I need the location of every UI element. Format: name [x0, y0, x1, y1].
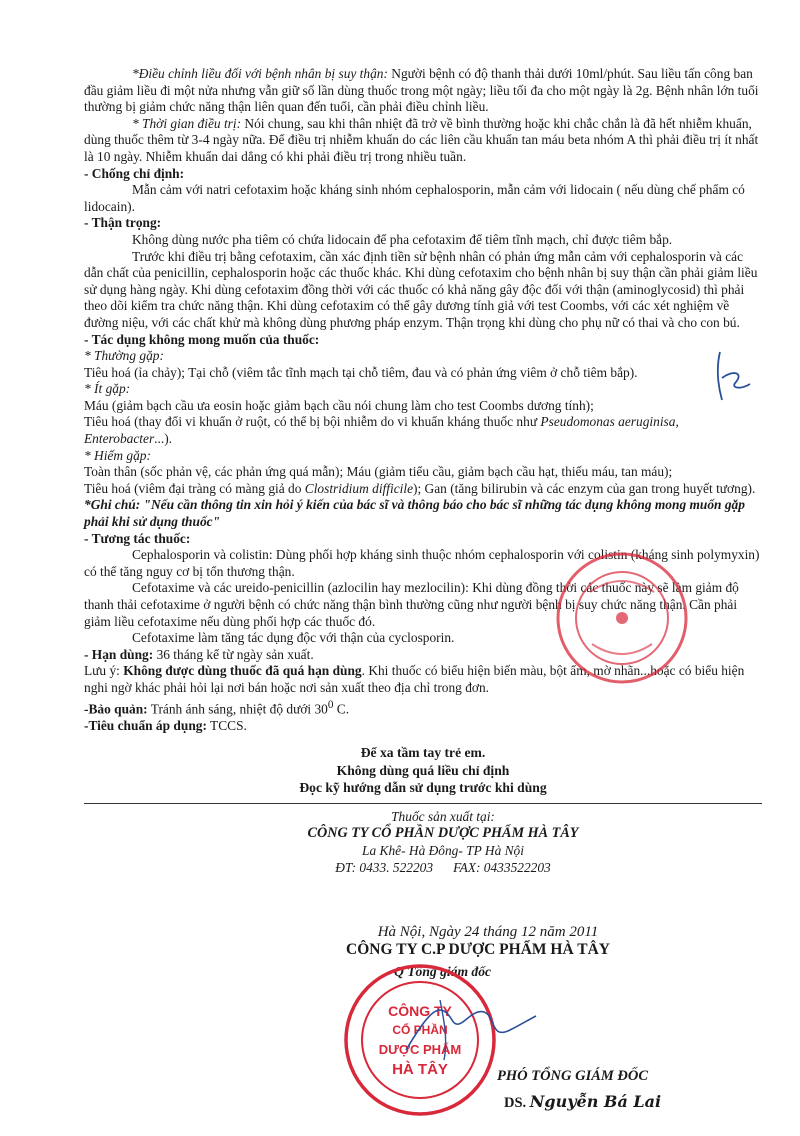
- adverse-rare-2b: Clostridium difficile: [304, 480, 414, 496]
- adverse-uncommon-text-1: Máu (giảm bạch cầu ưa eosin hoặc giảm bạch cầu nói chung làm cho test Coombs dương tính);: [84, 397, 594, 413]
- manufacturer-block: [84, 808, 762, 876]
- divider: [84, 803, 762, 804]
- adverse-uncommon-2b: Pseudomonas aeruginisa, Enterobacter: [84, 414, 679, 447]
- signature-name-line: [504, 1092, 661, 1112]
- renal-adjust-text: Người bệnh có độ thanh thải dưới 10ml/phút. Sau liều tấn công ban đầu giảm liều đi một nửa nhưng vẫn giữ số lần dùng thuốc trong một ngày; liều tối đa cho một ngày là 2g. Bệnh nhân lớn tuổi thường bị giảm chức năng thận liên quan đến tuổi, cần phải điều chỉnh liều.: [84, 66, 759, 115]
- warning-line-1: Để xa tầm tay trẻ em.: [360, 745, 486, 761]
- storage-degree: 0: [327, 698, 334, 711]
- seal-line-1: CÔNG TY: [388, 1003, 452, 1019]
- standard-label: -Tiêu chuẩn áp dụng:: [84, 717, 207, 733]
- adverse-uncommon-text-2: [84, 414, 762, 447]
- signature-date: Hà Nội, Ngày 24 tháng 12 năm 2011: [377, 924, 599, 940]
- signature-company: CÔNG TY C.P DƯỢC PHẨM HÀ TÂY: [346, 941, 610, 958]
- adverse-rare-label: * Hiếm gặp:: [84, 447, 151, 463]
- note2-text: . Khi thuốc có biểu hiện biến màu, bột ẩm, mờ nhãn...hoặc có biểu hiện nghi ngờ khác phải hỏi lại nơi bán hoặc nơi sản xuất theo địa chỉ trong đơn.: [84, 663, 745, 695]
- adverse-rare-2c: ); Gan (tăng bilirubin và các enzym của gan trong huyết tương).: [413, 480, 756, 496]
- handwritten-initial-mark: [706, 348, 756, 404]
- warning-line-2: Không dùng quá liều chỉ định: [336, 762, 510, 778]
- storage-label: -Bảo quản:: [84, 701, 148, 717]
- seal-line-4: HÀ TÂY: [392, 1061, 448, 1078]
- adverse-common-label: * Thường gặp:: [84, 348, 164, 364]
- interactions-p3: Cefotaxime làm tăng tác dụng độc với thận của cyclosporin.: [132, 630, 455, 646]
- manufacturer-address: La Khê- Hà Đông- TP Hà Nội: [362, 842, 524, 858]
- adverse-rare-text-1: Toàn thân (sốc phản vệ, các phản ứng quá mẫn); Máu (giảm tiểu cầu, giảm bạch cầu hạt, thiếu máu, tan máu);: [84, 464, 673, 480]
- expiry-label: - Hạn dùng:: [84, 646, 154, 662]
- adverse-common-text: Tiêu hoá (ỉa chảy); Tại chỗ (viêm tắc tĩnh mạch tại chỗ tiêm, đau và có phản ứng viêm ở chỗ tiêm bắp).: [84, 364, 638, 380]
- adverse-uncommon-2a: Tiêu hoá (thay đổi vi khuẩn ở ruột, có thể bị bội nhiễm do vi khuẩn kháng thuốc như: [84, 414, 541, 430]
- adverse-rare-text-2: [84, 481, 762, 498]
- standard-line: [84, 718, 762, 735]
- duration-text: Nói chung, sau khi thân nhiệt đã trở về bình thường hoặc khi chắc chắn là đã hết nhiễm khuẩn, dùng thuốc thêm từ 3-4 ngày nữa. Để điều trị nhiễm khuẩn do các liên cầu khuẩn tan máu beta nhóm A thì phải điều trị ít nhất là 10 ngày. Nhiễm khuẩn dai dẳng có khi phải điều trị trong nhiều tuần.: [84, 115, 759, 164]
- adverse-heading: - Tác dụng không mong muốn của thuốc:: [84, 331, 320, 347]
- adverse-uncommon-2c: ...).: [154, 431, 173, 447]
- caution-p2: Trước khi điều trị bằng cefotaxim, cần xác định tiền sử bệnh nhân có phản ứng mẫn cảm với cephalosporin và các dẫn chất của penicillin, cephalosporin hoặc các thuốc khác. Khi dùng cefotaxim cho bệnh nhân bị suy thận cần phải giảm liều sử dụng hàng ngày. Khi dùng cefotaxim đồng thời với các thuốc có khả năng gây độc đối với thận (aminoglycosid) thì phải theo dõi kiểm tra chức năng thận. Khi dùng cefotaxim có thể gây dương tính giả với test Coombs, với các xét nghiệm về đường niệu, với các chất khử mà không dùng phương pháp enzym. Thận trọng khi dùng cho phụ nữ có thai và cho con bú.: [84, 248, 758, 330]
- manufacturer-phone: ĐT: 0433. 522203: [335, 859, 434, 875]
- contra-text: Mẫn cảm với natri cefotaxim hoặc kháng sinh nhóm cephalosporin, mẫn cảm với lidocain ( nếu dùng chế phẩm có lidocain).: [84, 182, 745, 214]
- seal-line-3: DƯỢC PHẨM: [378, 1042, 462, 1057]
- storage-text: Tránh ánh sáng, nhiệt độ dưới 30: [147, 701, 328, 717]
- warning-line-3: Đọc kỹ hướng dẫn sử dụng trước khi dùng: [299, 780, 547, 796]
- signature-title: PHÓ TỔNG GIÁM ĐỐC: [497, 1068, 649, 1084]
- document-body: [84, 66, 762, 876]
- made-at-label: Thuốc sản xuất tại:: [391, 808, 495, 824]
- standard-text: TCCS.: [206, 717, 247, 733]
- signature-director: Q Tổng giám đốc: [394, 964, 492, 979]
- storage-unit: C.: [333, 701, 350, 717]
- duration-label: * Thời gian điều trị:: [132, 115, 242, 131]
- signature-name: Nguyễn Bá Lai: [529, 1092, 662, 1111]
- note2-bold: Không được dùng thuốc đã quá hạn dùng: [123, 663, 362, 679]
- duration-paragraph: [84, 116, 762, 166]
- manufacturer-fax: FAX: 0433522203: [453, 859, 551, 875]
- interactions-heading: - Tương tác thuốc:: [84, 530, 191, 546]
- contra-heading: - Chống chỉ định:: [84, 165, 185, 181]
- expiry-text: 36 tháng kể từ ngày sản xuất.: [153, 646, 314, 662]
- round-stamp-upper: [552, 548, 692, 688]
- caution-p1: Không dùng nước pha tiêm có chứa lidocain để pha cefotaxim để tiêm tĩnh mạch, chỉ được tiêm bắp.: [132, 231, 673, 247]
- note2-label: Lưu ý:: [84, 663, 124, 679]
- interactions-p2: Cefotaxime và các ureido-penicillin (azlocilin hay mezlocilin): Khi dùng đồng thời các thuốc này sẽ làm giảm độ thanh thải cefotaxime ở người bệnh có chức năng thận bình thường cũng như người bệnh bị suy chức năng thận. Cần phải giảm liều cefotaxime nếu dùng phối hợp các thuốc đó.: [84, 580, 739, 629]
- renal-adjust-label: *Điều chỉnh liều đối với bệnh nhân bị suy thận:: [132, 66, 388, 81]
- caution-heading: - Thận trọng:: [84, 215, 162, 231]
- signature-ds: DS.: [504, 1095, 530, 1111]
- adverse-rare-2a: Tiêu hoá (viêm đại tràng có màng giả do: [84, 480, 305, 496]
- note-paragraph: *Ghi chú: "Nếu cần thông tin xin hỏi ý kiến của bác sĩ và thông báo cho bác sĩ những tác dụng không mong muốn gặp phải khi sử dụng thuốc": [84, 497, 745, 530]
- handwritten-signature: [400, 990, 540, 1070]
- seal-line-2: CỔ PHẦN: [392, 1023, 448, 1037]
- manufacturer-company: CÔNG TY CỔ PHẦN DƯỢC PHẨM HÀ TÂY: [307, 824, 579, 841]
- warnings-block: [84, 744, 762, 797]
- interactions-p1: Cephalosporin và colistin: Dùng phối hợp kháng sinh thuộc nhóm cephalosporin với colistin (kháng sinh polymyxin) có thể tăng nguy cơ bị tổn thương thận.: [84, 547, 760, 579]
- manufacturer-contact: [124, 859, 762, 876]
- renal-adjust-paragraph: [84, 66, 762, 116]
- storage-line: [84, 697, 762, 718]
- adverse-uncommon-label: * Ít gặp:: [84, 381, 131, 397]
